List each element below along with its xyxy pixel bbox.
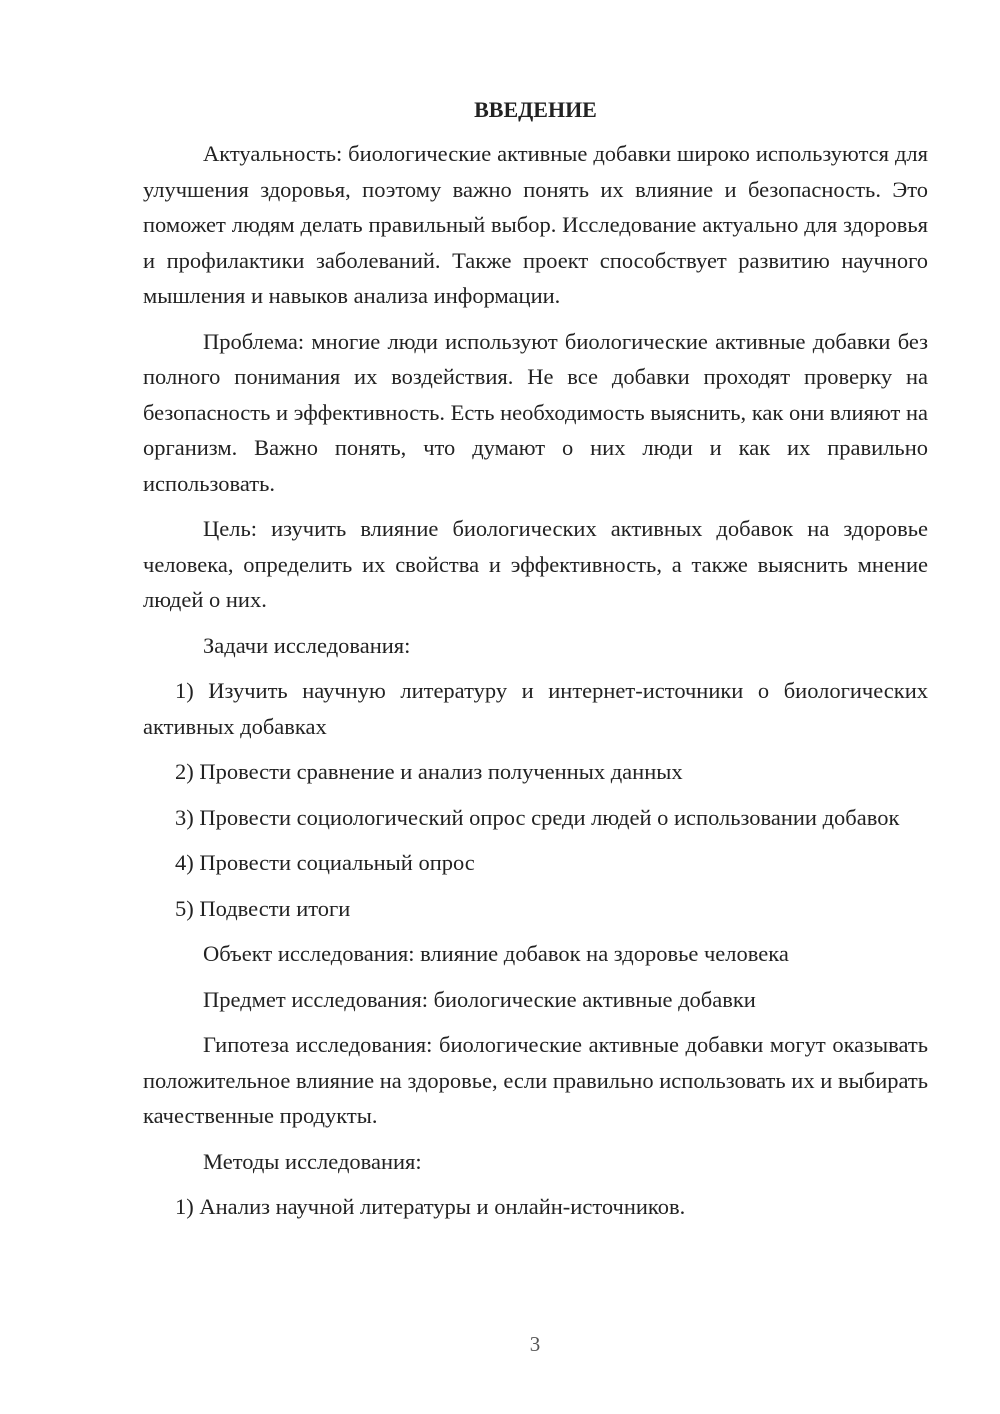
document-page xyxy=(143,92,928,1235)
method-item-1: 1) Анализ научной литературы и онлайн-источников. xyxy=(175,1194,686,1219)
page-number: 3 xyxy=(529,1332,541,1356)
problem-paragraph: Проблема: многие люди используют биологические активные добавки без полного понимания их воздействия. Не все добавки проходят проверку на безопасность и эффективность. Есть необходимость выяснить, как они влияют на организм. Важно понять, что думают о них люди и как их правильно использовать. xyxy=(143,328,928,496)
tasks-heading: Задачи исследования: xyxy=(203,632,411,658)
section-title: ВВЕДЕНИЕ xyxy=(474,97,597,122)
hypothesis-paragraph: Гипотеза исследования: биологические активные добавки могут оказывать положительное влияние на здоровье, если правильно использовать их и выбирать качественные продукты. xyxy=(143,1032,928,1128)
task-item-1: 1) Изучить научную литературу и интернет-источники о биологических активных добавках xyxy=(143,678,928,739)
object-paragraph: Объект исследования: влияние добавок на здоровье человека xyxy=(203,941,789,966)
methods-heading: Методы исследования: xyxy=(203,1148,422,1174)
task-item-5: 5) Подвести итоги xyxy=(175,895,351,921)
subject-paragraph: Предмет исследования: биологические активные добавки xyxy=(203,986,756,1012)
task-item-2: 2) Провести сравнение и анализ полученных данных xyxy=(175,759,683,784)
task-item-4: 4) Провести социальный опрос xyxy=(175,850,475,875)
relevance-paragraph: Актуальность: биологические активные добавки широко используются для улучшения здоровья, поэтому важно понять их влияние и безопасность. Это поможет людям делать правильный выбор. Исследование актуально для здоровья и профилактики заболеваний. Также проект способствует развитию научного мышления и навыков анализа информации. xyxy=(143,141,928,308)
goal-paragraph: Цель: изучить влияние биологических активных добавок на здоровье человека, определить их свойства и эффективность, а также выяснить мнение людей о них. xyxy=(143,516,928,612)
task-item-3: 3) Провести социологический опрос среди людей о использовании добавок xyxy=(175,804,900,830)
